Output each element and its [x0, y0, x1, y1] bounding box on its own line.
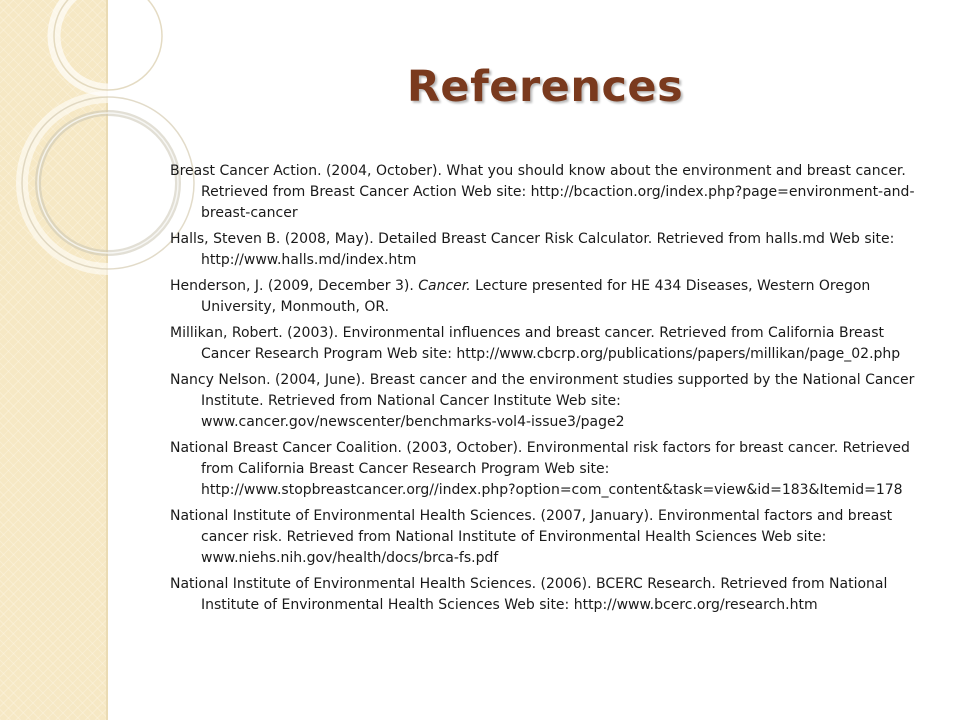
- reference-list: [170, 161, 920, 621]
- reference-item: Halls, Steven B. (2008, May). Detailed Breast Cancer Risk Calculator. Retrieved from halls.md Web site: http://www.halls.md/index.htm: [170, 231, 895, 268]
- reference-item: Nancy Nelson. (2004, June). Breast cancer and the environment studies supported by the National Cancer Institute. Retrieved from National Cancer Institute Web site: www.cancer.gov/newscenter/benchmarks-vol4-issue3/page2: [170, 372, 915, 430]
- slide-title: References: [406, 62, 684, 112]
- reference-italic-title: Cancer.: [418, 278, 471, 294]
- reference-item: [170, 276, 920, 318]
- reference-item: National Institute of Environmental Health Sciences. (2007, January). Environmental factors and breast cancer risk. Retrieved from National Institute of Environmental Health Sciences Web site: www.niehs.nih.gov/health/docs/brca-fs.pdf: [170, 508, 893, 566]
- reference-text: Lecture presented for HE 434 Diseases, Western Oregon University, Monmouth, OR.: [201, 278, 871, 315]
- reference-item: National Breast Cancer Coalition. (2003, October). Environmental risk factors for breast cancer. Retrieved from California Breast Cancer Research Program Web site: http://www.stopbreastcancer.org//index.php?option=com_content&task=view&id=183&Itemid=178: [170, 440, 910, 498]
- reference-item: Breast Cancer Action. (2004, October). What you should know about the environment and breast cancer. Retrieved from Breast Cancer Action Web site: http://bcaction.org/index.php?page=environment-and-breast-cancer: [170, 163, 915, 221]
- reference-item: National Institute of Environmental Health Sciences. (2006). BCERC Research. Retrieved from National Institute of Environmental Health Sciences Web site: http://www.bcerc.org/research.htm: [170, 576, 888, 613]
- reference-item: Millikan, Robert. (2003). Environmental influences and breast cancer. Retrieved from California Breast Cancer Research Program Web site: http://www.cbcrp.org/publications/papers/millikan/page_02.php: [170, 325, 901, 362]
- reference-text: Henderson, J. (2009, December 3).: [170, 278, 419, 294]
